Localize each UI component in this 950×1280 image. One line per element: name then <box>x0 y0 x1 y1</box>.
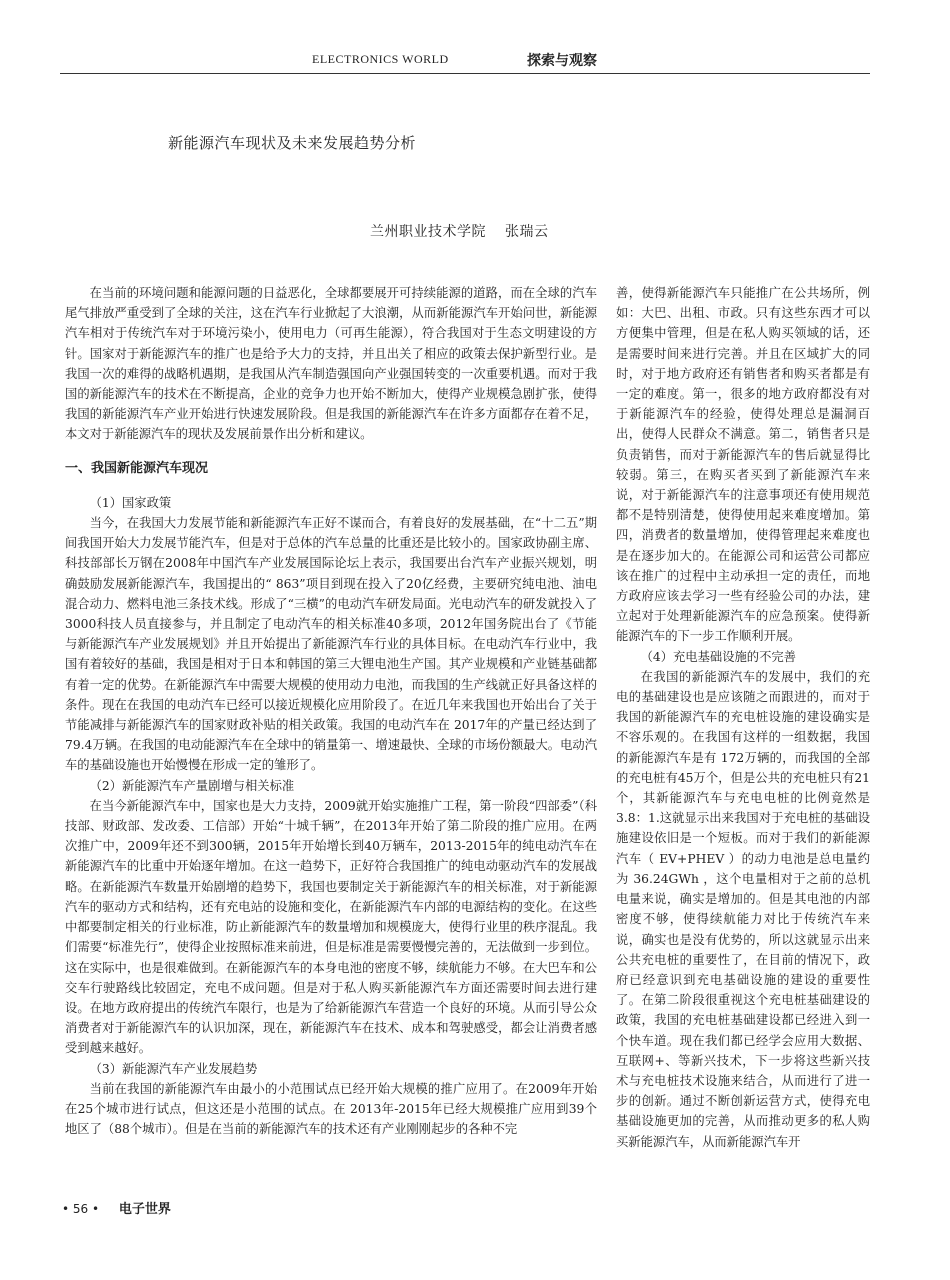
abstract-paragraph: 在当前的环境问题和能源问题的日益恶化，全球都要展开可持续能源的道路，而在全球的汽车尾气排放严重受到了全球的关注，这在汽车行业掀起了大浪潮，从而新能源汽车开始问世，新能源汽车相对于传统汽车对于环境污染小，使用电力（可再生能源），符合我国对于生态文明建设的方针。国家对于新能源汽车的推广也是给予大力的支持，并且出关了相应的政策去保护新型行业。是我国一次的难得的战略机遇期，是我国从汽车制造强国向产业强国转变的一次重要机遇。而对于我国的新能源汽车的技术在不断提高，企业的竞争力也开始不断加大，使得产业规模急剧扩张，使得我国的新能源汽车产业开始进行快速发展阶段。但是我国的新能源汽车在许多方面都存在着不足，本文对于新能源汽车的现状及发展前景作出分析和建议。 <box>65 286 597 442</box>
right-column <box>616 283 870 1152</box>
body-paragraph: 在我国的新能源汽车的发展中，我们的充电的基础建设也是应该随之而跟进的，而对于我国的新能源汽车的充电桩设施的建设确实是不容乐观的。在我国有这样的一组数据，我国的新能源汽车是有 172万辆的，而我国的全部的充电桩有45万个，但是公共的充电桩只有21个，其新能源汽车与充电电桩的比例竟然是3.8：1.这就显示出来我国对于充电桩的基础设施建设依旧是一个短板。而对于我们的新能源汽车（ EV+PHEV ）的动力电池是总电量约为 36.24GWh ，这个电量相对于之前的总机电量来说，确实是增加的。但是其电池的内部密度不够，使得续航能力对比于传统汽车来说，确实也是没有优势的，所以这就显示出来公共充电桩的重要性了，在目前的情况下，政府已经意识到充电基础设施的建设的重要性了。在第二阶段很重视这个充电桩基础建设的政策，我国的充电桩基础建设都已经进入到一个快车道。现在我们都已经学会应用大数据、互联网+、等新兴技术，下一步将这些新兴技术与充电桩技术设施来结合，从而进行了进一步的创新。通过不断创新运营方式，使得充电基础设施更加的完善，从而推动更多的私人购买新能源汽车，从而新能源汽车开 <box>616 669 870 1149</box>
body-paragraph: 在当今新能源汽车中，国家也是大力支持，2009就开始实施推广工程，第一阶段“四部委”（科技部、财政部、发改委、工信部）开始“十城千辆”，在2013年开始了第二阶段的推广应用。在两次推广中，2009年还不到300辆，2015年开始增长到40万辆车，2013-2015年的纯电动汽车在新能源汽车的比重中开始逐年增加。在这一趋势下，正好符合我国推广的纯电动驱动汽车的发展战略。在新能源汽车数量开始剧增的趋势下，我国也要制定关于新能源汽车的相关标准，对于新能源汽车的驱动方式和结构，还有充电站的设施和变化，在新能源汽车内部的电源结构的变化。在这些中都要制定相关的行业标准，防止新能源汽车的数量增加和规模庞大，使得行业里的秩序混乱。我们需要“标准先行”，使得企业按照标准来前进，但是标准是需要慢慢完善的，无法做到一步到位。这在实际中，也是很难做到。在新能源汽车的本身电池的密度不够，续航能力不够。在大巴车和公交车行驶路线比较固定，充电不成问题。但是对于私人购买新能源汽车方面还需要时间去进行建设。在地方政府提出的传统汽车限行，也是为了给新能源汽车营造一个良好的环境。从而引导公众消费者对于新能源汽车的认识加深，现在，新能源汽车在技术、成本和驾驶感受，都会让消费者感受到越来越好。 <box>65 798 597 1056</box>
subsection-heading: （4）充电基础设施的不完善 <box>640 649 796 664</box>
author-affiliation: 兰州职业技术学院 <box>370 224 486 240</box>
body-paragraph: 当今，在我国大力发展节能和新能源汽车正好不谋而合，有着良好的发展基础，在“十二五”期间我国开始大力发展节能汽车，但是对于总体的汽车总量的比重还是比较小的。国家政协副主席、科技部部长万钢在2008年中国汽车产业发展国际论坛上表示，我国要出台汽车产业振兴规划，明确鼓励发展新能源汽车，我国提出的“ 863”项目到现在投入了20亿经费，主要研究纯电池、油电混合动力、燃料电池三条技术线。形成了“三横”的电动汽车研发局面。光电动汽车的研发就投入了3000科技人员直接参与，并且制定了电动汽车的相关标准40多项，2012年国务院出台了《节能与新能源汽车产业发展规划》并且开始提出了新能源汽车行业的具体目标。在电动汽车行业中，我国有着较好的基础，我国是相对于日本和韩国的第三大锂电池生产国。其产业规模和产业链基础都有着一定的优势。在新能源汽车中需要大规模的使用动力电池，而我国的生产线就正好具备这样的条件。现在在我国的电动汽车已经可以接近规模化应用阶段了。在近几年来我国也开始出台了关于节能减排与新能源汽车的国家财政补贴的相关政策。我国的电动汽车在 2017年的产量已经达到了79.4万辆。在我国的电动能源汽车在全球中的销量第一、增速最快、全球的市场份额最大。电动汽车的基础设施也开始慢慢在形成一定的雏形了。 <box>65 516 597 773</box>
subsection-heading: （1）国家政策 <box>89 495 172 510</box>
header-divider <box>60 73 870 74</box>
page-number: • 56 • <box>62 1202 100 1216</box>
body-paragraph: 当前在我国的新能源汽车由最小的小范围试点已经开始大规模的推广应用了。在2009年开始在25个城市进行试点，但这还是小范围的试点。在 2013年-2015年已经大规模推广应用到39个地区了（88个城市）。但是在当前的新能源汽车的技术还有产业刚刚起步的各种不完 <box>65 1081 597 1137</box>
footer-journal-name: 电子世界 <box>118 1202 171 1217</box>
body-paragraph: 善，使得新能源汽车只能推广在公共场所，例如：大巴、出租、市政。只有这些东西才可以方便集中管理，但是在私人购买领域的话，还是需要时间来进行完善。并且在区域扩大的同时，对于地方政府还有销售者和购买者都是有一定的难度。第一，很多的地方政府都没有对于新能源汽车的经验，使得处理总是漏洞百出，使得人民群众不满意。第二，销售者只是负责销售，而对于新能源汽车的售后就显得比较弱。第三，在购买者买到了新能源汽车来说，对于新能源汽车的注意事项还有使用规范都不是特别清楚，使得使用起来难度增加。第四，消费者的数量增加，使得管理起来难度也是在逐步加大的。在能源公司和运营公司都应该在推广的过程中主动承担一定的责任，而地方政府应该去学习一些有经验公司的办法，建立起对于处理新能源汽车的应急预案。使得新能源汽车的下一步工作顺利开展。 <box>616 286 870 644</box>
article-title: 新能源汽车现状及未来发展趋势分析 <box>168 134 417 152</box>
author-name: 张瑞云 <box>504 224 549 240</box>
subsection-heading: （2）新能源汽车产量剧增与相关标准 <box>89 778 295 793</box>
page-footer <box>62 1198 171 1217</box>
left-column <box>65 283 597 1139</box>
section-heading: 一、我国新能源汽车现况 <box>65 460 209 476</box>
section-label: 探索与观察 <box>527 53 597 69</box>
subsection-heading: （3）新能源汽车产业发展趋势 <box>89 1061 258 1076</box>
author-line <box>370 221 548 241</box>
journal-name: ELECTRONICS WORLD <box>312 52 449 66</box>
